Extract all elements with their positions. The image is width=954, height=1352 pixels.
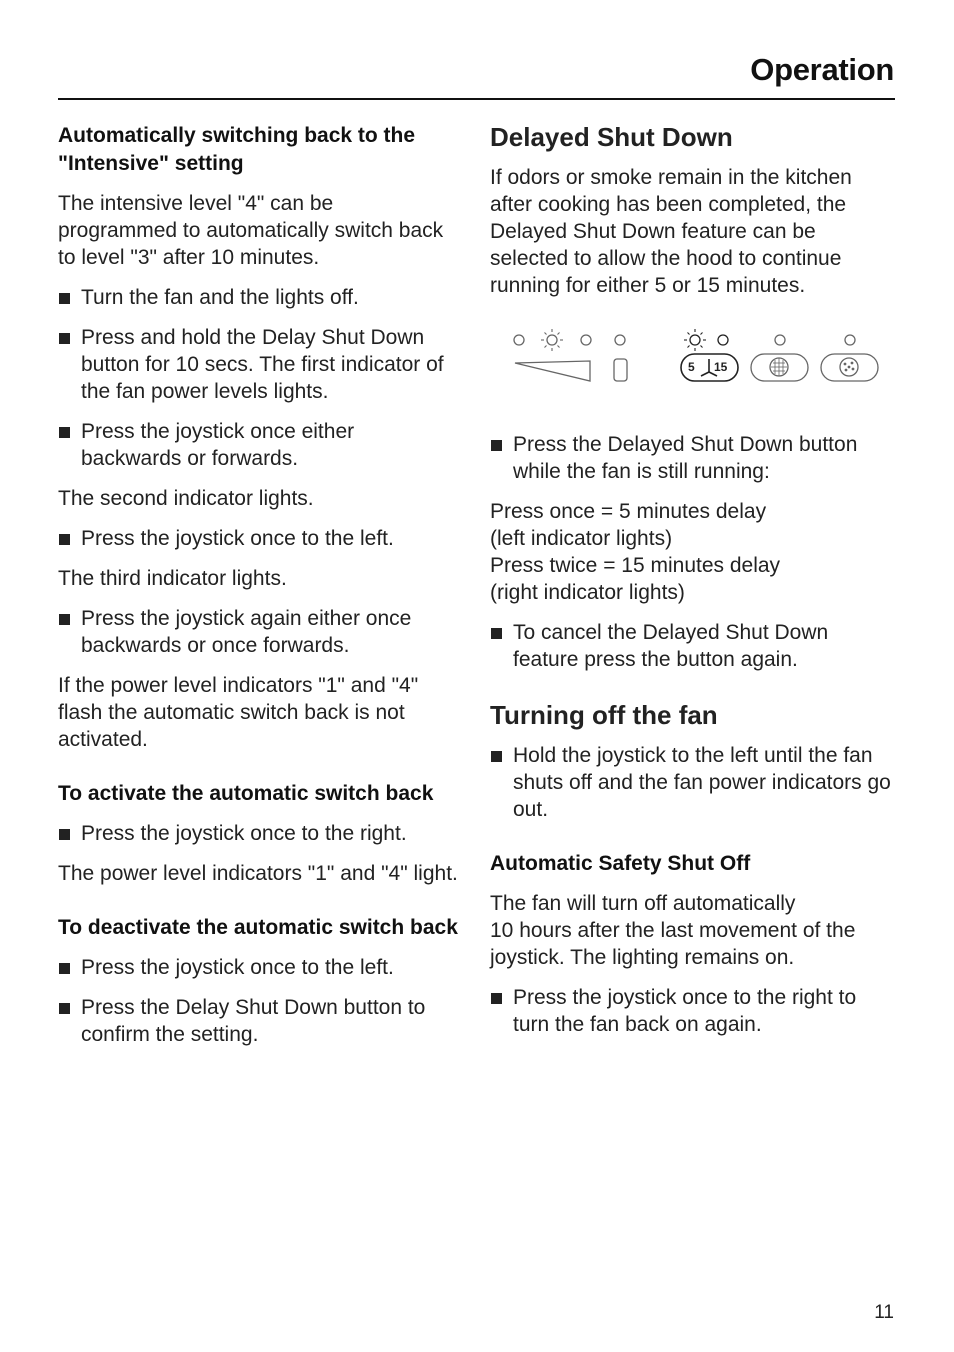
note-flash: If the power level indicators "1" and "4" flash the automatic switch back is not activated. [58, 674, 419, 751]
heading-safety: Automatic Safety Shut Off [490, 852, 751, 875]
bullet-square-icon [59, 293, 70, 304]
list-item: Press the joystick once to the right to turn the fan back on again. [490, 984, 895, 1038]
bullet-square-icon [491, 993, 502, 1004]
delay-indicators-icon [684, 329, 728, 351]
delayed-intro: If odors or smoke remain in the kitchen after cooking has been completed, the Delayed Shut Down feature can be selected to allow the hood to continue running for either 5 or 15 minutes. [490, 166, 852, 297]
intro-paragraph: The intensive level "4" can be programmed to automatically switch back to level "3" after 10 minutes. [58, 192, 444, 269]
list-item: Press the joystick once either backwards or forwards. [58, 418, 458, 472]
grease-filter-indicator-icon [775, 335, 785, 345]
activate-note: The power level indicators "1" and "4" light. [58, 862, 458, 885]
delay-5-label: 5 [688, 360, 695, 374]
charcoal-filter-indicator-icon [845, 335, 855, 345]
list-item: To cancel the Delayed Shut Down feature press the button again. [490, 619, 895, 673]
bullet-square-icon [491, 751, 502, 762]
list-item: Press the Delayed Shut Down button while the fan is still running: [490, 431, 895, 485]
lighting-indicator-icon [615, 335, 625, 345]
bullet-square-icon [59, 427, 70, 438]
bullet-square-icon [491, 440, 502, 451]
press-twice-note: (right indicator lights) [490, 581, 685, 604]
bullet-square-icon [59, 829, 70, 840]
page-title: Operation [750, 52, 894, 87]
control-panel-illustration [490, 319, 895, 409]
heading-activate: To activate the automatic switch back [58, 782, 434, 805]
left-column [58, 122, 458, 1061]
list-item: Press the Delay Shut Down button to confirm the setting. [58, 994, 458, 1048]
fan-power-indicators-icon [514, 329, 591, 351]
lighting-button-icon [614, 359, 627, 381]
heading-deactivate: To deactivate the automatic switch back [58, 916, 458, 939]
safety-line1: The fan will turn off automatically [490, 892, 796, 915]
delay-15-label: 15 [714, 360, 728, 374]
header-rule [58, 98, 895, 100]
page-number: 11 [874, 1302, 894, 1323]
list-item: Turn the fan and the lights off. [58, 284, 458, 311]
bullet-square-icon [491, 628, 502, 639]
note-second-indicator: The second indicator lights. [58, 487, 314, 510]
note-third-indicator: The third indicator lights. [58, 567, 287, 590]
bullet-square-icon [59, 333, 70, 344]
list-item: Press the joystick once to the left. [58, 954, 458, 981]
heading-delayed-shutdown: Delayed Shut Down [490, 122, 733, 152]
control-panel-svg [490, 319, 895, 409]
charcoal-filter-dots-icon [844, 362, 855, 372]
list-item: Press the joystick once to the left. [58, 525, 458, 552]
press-once: Press once = 5 minutes delay [490, 500, 767, 523]
list-item: Press and hold the Delay Shut Down button for 10 secs. The first indicator of the fan power levels lights. [58, 324, 458, 405]
press-once-note: (left indicator lights) [490, 527, 673, 550]
right-column [490, 122, 895, 1051]
bullet-square-icon [59, 1003, 70, 1014]
list-item: Press the joystick once to the right. [58, 820, 458, 847]
bullet-square-icon [59, 614, 70, 625]
heading-turn-off: Turning off the fan [490, 700, 718, 730]
list-item: Press the joystick again either once backwards or once forwards. [58, 605, 458, 659]
fan-power-wedge-icon [515, 361, 590, 381]
safety-line2: 10 hours after the last movement of the joystick. The lighting remains on. [490, 919, 856, 969]
heading-auto-switch: Automatically switching back to the "Intensive" setting [58, 124, 416, 175]
bullet-square-icon [59, 534, 70, 545]
press-twice: Press twice = 15 minutes delay [490, 554, 781, 577]
bullet-square-icon [59, 963, 70, 974]
list-item: Hold the joystick to the left until the fan shuts off and the fan power indicators go out. [490, 742, 895, 823]
